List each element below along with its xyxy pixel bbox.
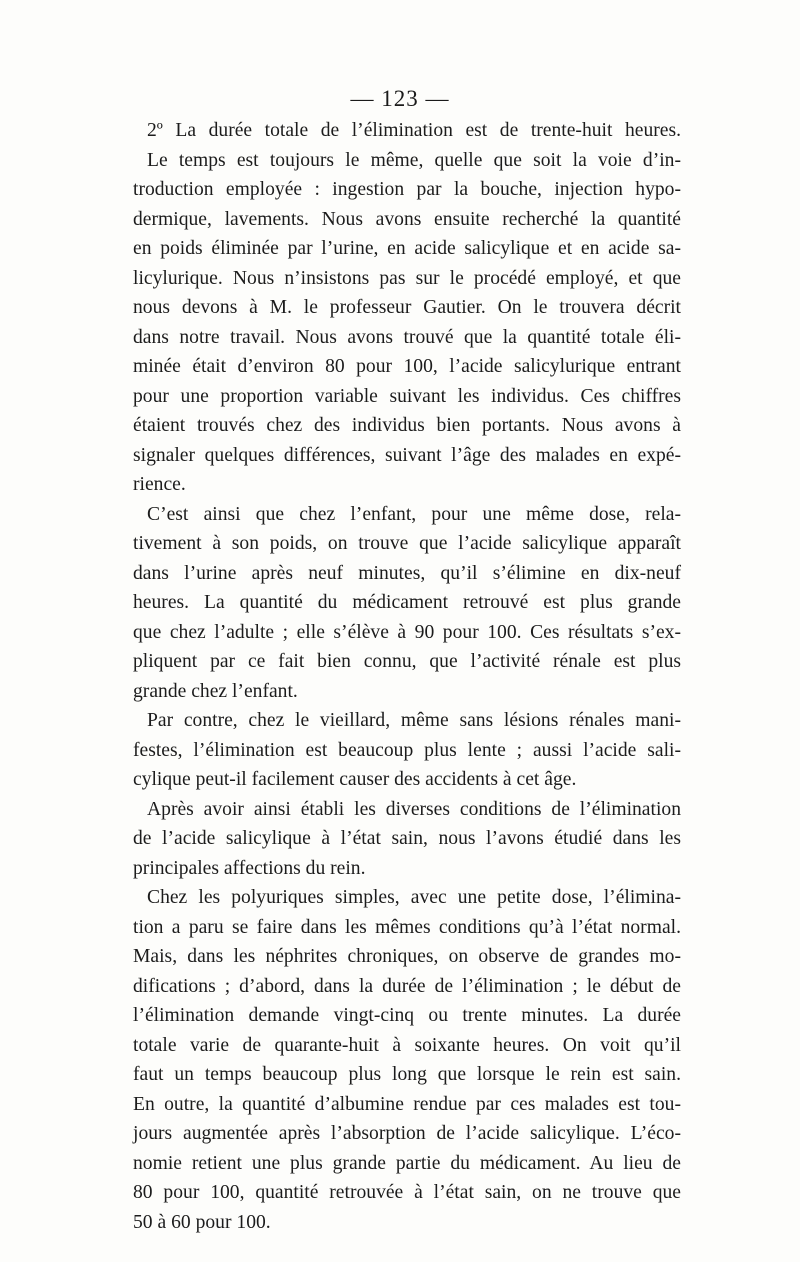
text-line: totale varie de quarante-huit à soixante heures. On voit qu’il xyxy=(133,1034,681,1056)
text-line: Après avoir ainsi établi les diverses conditions de l’élimination xyxy=(147,798,681,820)
text-line: étaient trouvés chez des individus bien portants. Nous avons à xyxy=(133,415,681,436)
text-line: 2º La durée totale de l’élimination est de trente-huit heures. xyxy=(147,120,681,141)
text-line: dans l’urine après neuf minutes, qu’il s’élimine en dix-neuf xyxy=(133,562,681,584)
text-line: En outre, la quantité d’albumine rendue par ces malades est tou- xyxy=(133,1093,681,1115)
text-line: de l’acide salicylique à l’état sain, nous l’avons étudié dans les xyxy=(133,828,681,849)
text-line: licylurique. Nous n’insistons pas sur le procédé employé, et que xyxy=(133,267,681,289)
text-line: principales affections du rein. xyxy=(133,857,366,879)
text-line: que chez l’adulte ; elle s’élève à 90 pour 100. Ces résultats s’ex- xyxy=(133,621,681,643)
text-line: difications ; d’abord, dans la durée de l’élimination ; le début de xyxy=(133,975,681,997)
text-line: Mais, dans les néphrites chroniques, on observe de grandes mo- xyxy=(133,946,681,967)
text-line: heures. La quantité du médicament retrouvé est plus grande xyxy=(133,592,681,613)
page-number: — 123 — xyxy=(350,86,450,111)
text-line: tion a paru se faire dans les mêmes conditions qu’à l’état normal. xyxy=(133,916,681,938)
text-line: nomie retient une plus grande partie du médicament. Au lieu de xyxy=(133,1152,681,1174)
text-line: minée était d’environ 80 pour 100, l’acide salicylurique entrant xyxy=(133,356,681,377)
text-line: C’est ainsi que chez l’enfant, pour une même dose, rela- xyxy=(147,503,681,525)
text-line: pour une proportion variable suivant les individus. Ces chiffres xyxy=(133,385,681,407)
text-line: cylique peut-il facilement causer des accidents à cet âge. xyxy=(133,769,577,790)
text-line: dans notre travail. Nous avons trouvé que la quantité totale éli- xyxy=(133,326,681,348)
text-line: Chez les polyuriques simples, avec une petite dose, l’élimina- xyxy=(147,887,681,908)
text-line: 50 à 60 pour 100. xyxy=(133,1211,271,1233)
text-line: faut un temps beaucoup plus long que lorsque le rein est sain. xyxy=(133,1064,681,1085)
text-line: dermique, lavements. Nous avons ensuite recherché la quantité xyxy=(133,208,681,230)
text-line: tivement à son poids, on trouve que l’acide salicylique apparaît xyxy=(133,533,681,554)
body-text xyxy=(133,116,681,1237)
text-line: grande chez l’enfant. xyxy=(133,680,298,702)
text-line: pliquent par ce fait bien connu, que l’activité rénale est plus xyxy=(133,651,681,672)
text-line: troduction employée : ingestion par la bouche, injection hypo- xyxy=(133,179,681,200)
text-line: en poids éliminée par l’urine, en acide salicylique et en acide sa- xyxy=(133,238,681,259)
text-line: rience. xyxy=(133,474,186,495)
text-line: Le temps est toujours le même, quelle que soit la voie d’in- xyxy=(147,149,681,171)
text-line: nous devons à M. le professeur Gautier. On le trouvera décrit xyxy=(133,297,681,318)
text-line: jours augmentée après l’absorption de l’acide salicylique. L’éco- xyxy=(133,1123,681,1144)
text-line: l’élimination demande vingt-cinq ou trente minutes. La durée xyxy=(133,1005,681,1026)
text-line: Par contre, chez le vieillard, même sans lésions rénales mani- xyxy=(147,710,681,731)
text-line: festes, l’élimination est beaucoup plus lente ; aussi l’acide sali- xyxy=(133,739,681,761)
text-line: signaler quelques différences, suivant l’âge des malades en expé- xyxy=(133,444,681,466)
text-line: 80 pour 100, quantité retrouvée à l’état sain, on ne trouve que xyxy=(133,1182,681,1203)
